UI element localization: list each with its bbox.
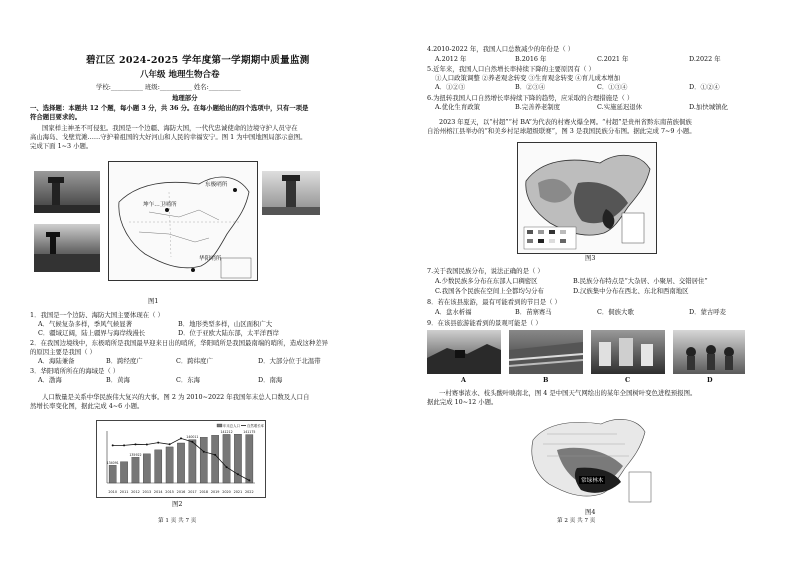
- passage-2-line-2: 然增长率变化图，据此完成 4~6 小题。: [30, 402, 144, 410]
- outpost-photo-right: [262, 171, 320, 215]
- q8-option-a: A．盘水析福: [435, 308, 472, 316]
- photo-label-b: B: [543, 376, 549, 384]
- q6-option-b: B.完善养老制度: [515, 103, 561, 111]
- question-3: 3．华阳哨所所在的海域是（ ）: [30, 367, 120, 375]
- q8-option-c: C．侗族大歌: [597, 308, 634, 316]
- instructions-line-1: 一、选择题：本题共 12 个题，每小题 3 分，共 36 分。在每小题给出的四个选项中，只有一项是: [30, 104, 309, 112]
- question-2-line-1: 2．在我国边境线中，东极哨所是我国最早迎来日出的哨所，华阳哨所是我国最南端的哨所，造成这种差异: [30, 339, 329, 347]
- photo-label-d: D: [707, 376, 713, 384]
- q4-option-a: A.2012 年: [435, 55, 467, 63]
- x-tick-label: 2010: [108, 490, 118, 494]
- population-bar: [200, 437, 207, 483]
- population-bar: [155, 450, 162, 483]
- x-tick-label: 2020: [222, 490, 231, 494]
- question-7: 7.关于我国民族分布，说法正确的是（ ）: [427, 267, 544, 275]
- growth-rate-point: [180, 437, 182, 439]
- q1-option-a: A．气候复杂多样，季风气候显著: [38, 320, 133, 328]
- x-tick-label: 2016: [176, 490, 186, 494]
- legend-label: 年末总人口: [223, 423, 240, 428]
- question-9: 9．在该县旅游能看到的景观可能是（ ）: [427, 319, 542, 327]
- data-label: 141175: [243, 430, 256, 435]
- q8-option-d: D．蒙古呼麦: [689, 308, 727, 316]
- landscape-photo-d: [673, 330, 745, 374]
- q8-option-b: B．苗寨赛马: [515, 308, 552, 316]
- exam-title: 碧江区 2024-2025 学年度第一学期期中质量监测: [86, 55, 310, 66]
- passage-3-line-2: 自治州榕江县举办的“和美乡村足球超级联赛”，图 3 是我国民族分布图。据此完成 7~9 小题。: [427, 127, 696, 135]
- china-map-figure-1: [108, 161, 258, 281]
- data-label: 135922: [129, 452, 142, 457]
- growth-rate-point: [134, 443, 136, 445]
- student-info-fields: 学校:__________ 班级:__________ 姓名:__________: [96, 83, 241, 91]
- population-bar: [143, 454, 150, 483]
- x-tick-label: 2013: [142, 490, 152, 494]
- q3-option-d: D．南海: [258, 376, 283, 384]
- leaf-color-map-figure-4: [517, 410, 655, 506]
- landscape-photo-a: [427, 330, 501, 374]
- figure-2-caption: 图2: [172, 500, 183, 508]
- q5-option-d: D．①②④: [689, 83, 720, 91]
- x-tick-label: 2011: [119, 490, 129, 494]
- population-bar: [177, 443, 184, 483]
- question-2-line-2: 的原因主要是我国（ ）: [30, 348, 96, 356]
- x-tick-label: 2015: [165, 490, 174, 494]
- q4-option-b: B.2016 年: [515, 55, 547, 63]
- population-bar: [109, 465, 116, 483]
- population-bar: [120, 462, 127, 483]
- page-1-footer: 第 1 页 共 7 页: [158, 518, 197, 524]
- x-tick-label: 2022: [244, 490, 254, 494]
- photo-label-a: A: [461, 376, 466, 384]
- question-8: 8．若在该县旅游，最有可能看到的节目是（ ）: [427, 298, 561, 306]
- x-tick-label: 2017: [188, 490, 197, 494]
- passage-3-line-1: 2023 年夏天，以“村超”“村 BA”为代表的村赛火爆全网。“村超”是贵州省黔东南苗族侗族: [439, 118, 692, 126]
- page-2-footer: 第 2 页 共 7 页: [557, 518, 596, 524]
- population-bar: [246, 435, 253, 483]
- q4-option-d: D.2022 年: [689, 55, 721, 63]
- growth-rate-point: [123, 444, 125, 446]
- x-tick-label: 2014: [153, 490, 163, 494]
- data-label: 140011: [186, 435, 199, 440]
- q5-statements: ①人口政策调整 ②养老观念转变 ③生育观念转变 ④育儿成本增加: [435, 74, 621, 82]
- map-label-kunzha: 坤乍…卫哨所: [143, 202, 177, 208]
- photo-label-c: C: [625, 376, 631, 384]
- passage-1-line-3: 完成下面 1~3 小题。: [30, 142, 93, 150]
- population-chart: [96, 420, 266, 498]
- question-4: 4.2010-2022 年，我国人口总数减少的年份是（ ）: [427, 45, 575, 53]
- q7-option-b: B.民族分布特点是“大杂居、小聚居、交错居住”: [573, 277, 708, 285]
- q2-option-b: B．跨经度广: [106, 357, 143, 365]
- growth-rate-point: [146, 444, 148, 446]
- landscape-photo-c: [591, 330, 665, 374]
- x-tick-label: 2018: [199, 490, 209, 494]
- china-ethnic-map-figure-3: [517, 142, 657, 254]
- legend-swatch-bar: [217, 424, 222, 427]
- population-bar: [166, 447, 173, 483]
- instructions-line-2: 符合题目要求的。: [30, 113, 82, 121]
- growth-rate-point: [248, 479, 250, 481]
- q7-option-a: A.少数民族多分布在东部人口稠密区: [435, 277, 538, 285]
- q2-option-d: D．大部分位于北温带: [258, 357, 321, 365]
- growth-rate-point: [169, 443, 171, 445]
- outpost-photo-top-left: [34, 171, 100, 213]
- passage-1-line-2: 高山海岛、戈壁荒滩……守护着祖国的大好河山和人民的幸福安宁。图 1 为中国地图局部示意图。: [30, 133, 307, 141]
- population-bar: [132, 457, 139, 483]
- figure-1-caption: 图1: [148, 297, 159, 305]
- q5-option-a: A．①②③: [435, 83, 466, 91]
- growth-rate-point: [112, 444, 114, 446]
- figure-4-caption: 图4: [585, 508, 596, 516]
- data-label: 141212: [220, 429, 233, 434]
- passage-2-line-1: 人口数量是关系中华民族伟大复兴的大事。图 2 为 2010~2022 年我国年末总人口数及人口自: [42, 393, 310, 401]
- question-5: 5.近年来，我国人口自然增长率持续下降的主要原因有（ ）: [427, 65, 595, 73]
- x-tick-label: 2012: [131, 490, 140, 494]
- q4-option-c: C.2021 年: [597, 55, 629, 63]
- q6-option-c: C.实施延迟退休: [597, 103, 643, 111]
- growth-rate-point: [237, 473, 239, 475]
- passage-4-line-1: 一村赛事浓水、枝头酸叶映南北，图 4 是中国天气网绘出的某年全国树叶变色进程预报图。: [439, 389, 697, 397]
- passage-1-line-1: 国家样主神圣不可侵犯。我国是一个边疆、海防大国，一代代忠诚使命的边境守护人员守在: [42, 124, 298, 132]
- q5-option-c: C．①③④: [597, 83, 628, 91]
- q1-option-d: D．位于亚欧大陆东部，太平洋西岸: [178, 329, 279, 337]
- growth-rate-point: [226, 466, 228, 468]
- q3-option-a: A．渤海: [38, 376, 62, 384]
- x-tick-label: 2019: [210, 490, 220, 494]
- figure-3-caption: 图3: [585, 254, 596, 262]
- q3-option-c: C．东海: [176, 376, 201, 384]
- population-bar: [189, 440, 196, 483]
- data-label: 134091: [106, 460, 119, 465]
- q7-option-c: C.我国各个民族在空间上全都均匀分布: [435, 287, 544, 295]
- q1-option-b: B．地形类型多样，山区面积广大: [178, 320, 273, 328]
- q6-option-d: D.加快城镇化: [689, 103, 728, 111]
- growth-rate-point: [157, 442, 159, 444]
- population-chart-svg: [97, 421, 265, 497]
- q5-option-b: B．②③④: [515, 83, 546, 91]
- exam-subtitle: 八年级 地理生物合卷: [140, 70, 220, 80]
- section-heading: 地理部分: [172, 94, 198, 102]
- q2-option-c: C．跨纬度广: [176, 357, 213, 365]
- q7-option-d: D.汉族集中分布在西北、东北和西南地区: [573, 287, 689, 295]
- exam-page-2: [397, 0, 794, 561]
- q1-option-c: C．疆域辽阔，陆上疆界与海岸线漫长: [38, 329, 146, 337]
- growth-rate-point: [203, 451, 205, 453]
- map-label-huayang: 华阳哨所: [199, 256, 222, 262]
- map-label-dongji: 东极哨所: [205, 182, 228, 188]
- q3-option-b: B．黄海: [106, 376, 130, 384]
- x-tick-label: 2021: [233, 490, 243, 494]
- landscape-photo-b: [509, 330, 583, 374]
- q2-option-a: A．海陆兼备: [38, 357, 75, 365]
- q6-option-a: A.优化生育政策: [435, 103, 480, 111]
- growth-rate-point: [214, 454, 216, 456]
- question-1: 1．我国是一个边防、海防大国主要体现在（ ）: [30, 311, 164, 319]
- passage-4-line-2: 据此完成 10~12 小题。: [427, 398, 498, 406]
- question-6: 6.为扭转我国人口自然增长率持续下降的趋势，应采取的合理措施是（ ）: [427, 94, 634, 102]
- growth-rate-point: [191, 441, 193, 443]
- map-label-evergreen: 常绿林木: [581, 478, 604, 484]
- outpost-photo-bottom-left: [34, 224, 100, 272]
- legend-label: 自然增长率: [247, 423, 264, 428]
- population-bar: [223, 434, 230, 483]
- population-bar: [212, 435, 219, 483]
